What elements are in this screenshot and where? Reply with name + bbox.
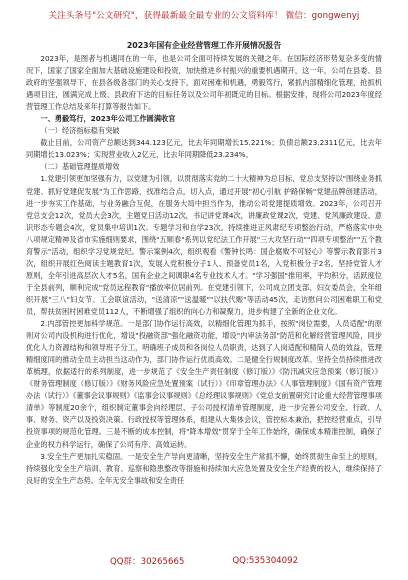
safety-production-paragraph: 3.安全生产更加扎实稳固。一是安全生产导向更清晰，坚持安全生产常抓不懈，始终贯彻生命至上的原则，持续强化安全生产培训、教育、巡察和隐患整改等措施和持续加大应急处置及安全生产经费的投入，继续保持了良好的安全生产态势。全年无安全事故和安全责任 xyxy=(26,451,382,485)
promo-banner: 关注头条号"公文研究"，获得最新最全最专业的公文资料库！ 微信：gongwenyj xyxy=(48,11,360,21)
economic-indicators-paragraph: 截止目前，公司资产总额达到344.123亿元，比去年同期增长15.221%；负债总额23.2311亿元，比去年同期增长13.023%；实现营业收入2亿元，比去年同期降低23.234%。 xyxy=(26,138,382,160)
intro-paragraph: 2023年，是图者与机遇同在的一年，也是公司全面可持续发展的关键之年。在国际经济形势复杂多变的情况下，国家了国家全面加大基础设施建设和投资，加快推进乡村振兴的重要机遇期开，这一年，公司在县委、县政府的坚强领导下，在县各级各部门的关心支持下，面对困难和机遇，勇毅笃行，紧抓内部精细化管理，抢抓机遇项目注，圆满完成上级、县政府下达的目标任务以及公司年初既定的目标。根据安排，现将公司2023年度经营管理工作总结及来年打算等报告如下。 xyxy=(26,54,382,112)
subsection-heading-2: （二）基础管理提质增效 xyxy=(40,162,120,172)
internal-control-paragraph: 2.内部管控更加科学规范。一是部门协作运行高效，以精细化管理为抓手，按照"岗位需要，人员适配"的原则对公司内设机构进行优化，增设"投融资部"强化融资功能，增设"内审法务部"防范和化解经营管理风险，同步优化人力资源结构和领导班子分工，明确班子成员和各岗位人员职责，达到了人岗适配和精简人员的效益，管理精细度同的推动全员主动担当这动作为，部门协作运行优质高效。二是健全行规制度改革。坚持全员持续推进改革梳理，依据适行的系列制度，进一步规范了《安全生产责任制度（修订版）》《防汛减灾应急预案（修订版）》《财务管理制度（修订版）》《财务风险应急处置预案（试行）》《印章管理办法》《人事管理制度》《国有资产管理办法（试行）》《董事会议事规则》《监事会议事规则》《总经理议事规则》《党总支前置研究讨论重大经营管理事项清单》等制度20余个，组织制定董事会向经理层、子公司授权清单管理制度，进一步完善公司安全、行政、人事、财务、资产以及投资决策、行政授权等管理体系，组建从大集体会议，管控标本兼治，把控经营重点，引导投资事项的规范化管理。三是不断的成本控制，将"降本增效"贯穿于全年工作始终，确保成本精准控制，确保了企业的权力科学运行，确保了公司有序、高效运转。 xyxy=(26,319,382,449)
contact-footer xyxy=(0,550,408,572)
report-title: 2023年国有企业经营管理工作开展情况报告 xyxy=(126,41,282,50)
qq-group: QQ群：30265665 xyxy=(109,557,185,567)
qq-number: QQ:535304092 xyxy=(232,556,299,566)
report-body xyxy=(26,40,382,536)
subsection-heading-1: （一）经济指标稳有突破 xyxy=(40,126,120,136)
section-heading-1: 一、勇毅笃行，2023年公司工作圆满收官 xyxy=(40,114,176,124)
party-building-paragraph: 1.党建引领更加坚强有力，以党建为引领，以贯彻落实党的二十大精神为总目标，党总支坚持以"围绕业务抓党建、抓好党建促发展"为工作思路，找准结合点，切入点，通过开展"初心引航 护路保畅"党建品牌创建活动，进一步夯实工作基础，与业务融合互促，在服务大局中担当作为，推动公司党建提质增效。2023年，公司召开党总支会12次，党员大会3次，主题党日活动12次，书记讲党课4次，讲廉政党课2次，党建、党风廉政建设、意识形态专题会4次，党员集中培训1次。专题学习和自学23次。持续推进正风肃纪专项整治行动，严格落实中央八项规定精神及省市实施细则要求，围绕"五顺春"系列以党纪法工作开展"三大攻坚行动""四项专项整治""五个教育警示"活动，组织学习党规党纪。警示案例4次，组织观看《警钟长鸣：国企腐败不可轻心》等警示教育影片3次，组织开展红色阅读主题教育1次，发展入党积极分子1人、预备党员1名，入党积极分子2名，坚持党管人才原则，全年引进高层次人才5名，国有企业之间调职4名专业技术人才。"学习强国"推用率，平均积分，活跃度位于全县前列，顺利完成"党员远程教育"播放率位居前列。在党建引领下，公司成立团支部、妇女委员会，全年组织开展"三八"妇女节、工会联谊活动，"送清凉""送温暖""以扶代赈"等活动45次，走访慰问公司困难职工和党员，帮扶贫困村困难党员112人，不断增强了组织的向心力和凝聚力，进步构建了全新的企业文化。 xyxy=(26,174,382,316)
